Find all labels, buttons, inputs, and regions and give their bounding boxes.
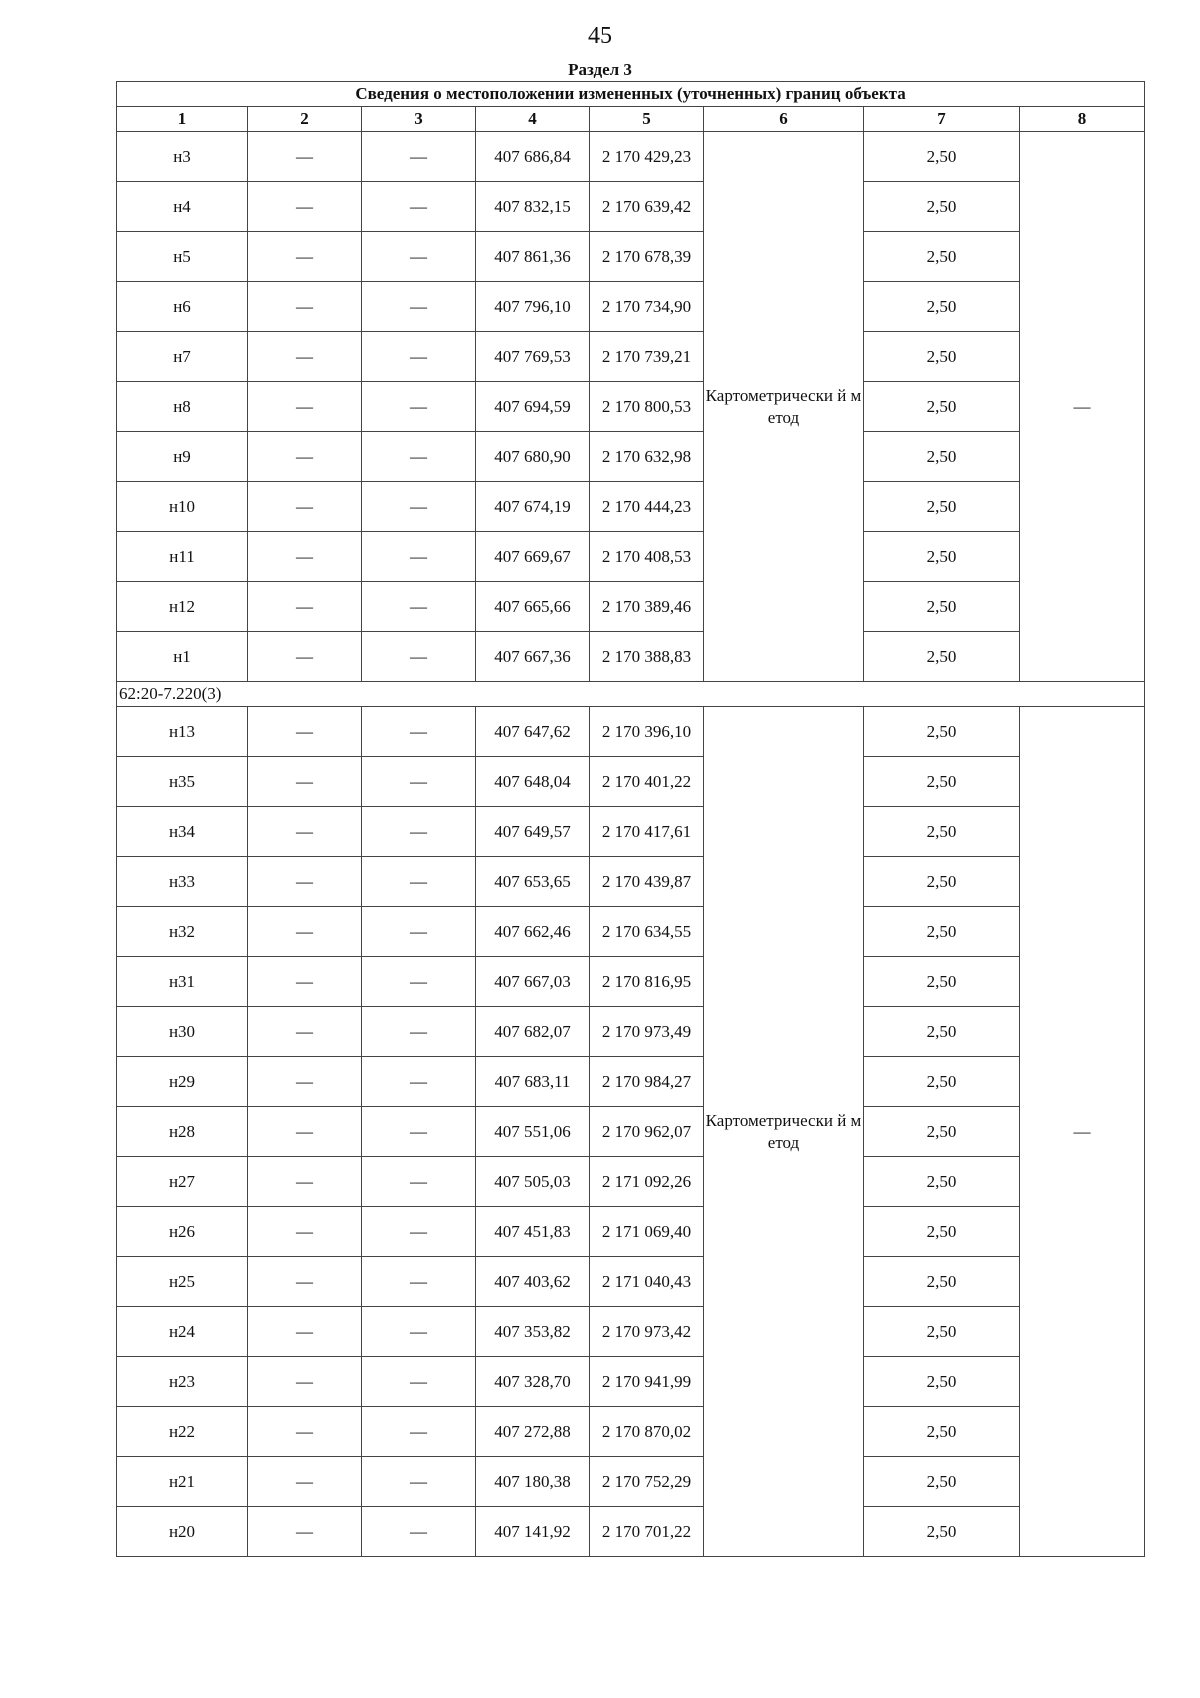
table-row [117, 907, 1145, 957]
x-coordinate: 407 353,82 [476, 1307, 590, 1357]
x-coordinate: 407 141,92 [476, 1507, 590, 1557]
y-coordinate: 2 170 389,46 [590, 582, 704, 632]
x-coordinate: 407 680,90 [476, 432, 590, 482]
point-name: н10 [117, 482, 248, 532]
subsection-row [117, 682, 1145, 707]
x-coordinate: 407 551,06 [476, 1107, 590, 1157]
point-name: н12 [117, 582, 248, 632]
table-row [117, 632, 1145, 682]
point-name: н20 [117, 1507, 248, 1557]
y-coordinate: 2 170 401,22 [590, 757, 704, 807]
x-coordinate: 407 403,62 [476, 1257, 590, 1307]
x-coordinate: 407 686,84 [476, 132, 590, 182]
column-2-value: — [248, 1207, 362, 1257]
point-name: н5 [117, 232, 248, 282]
accuracy-value: 2,50 [864, 1207, 1020, 1257]
x-coordinate: 407 667,36 [476, 632, 590, 682]
column-3-value: — [362, 482, 476, 532]
table-row [117, 432, 1145, 482]
accuracy-value: 2,50 [864, 582, 1020, 632]
column-2-value: — [248, 1107, 362, 1157]
x-coordinate: 407 694,59 [476, 382, 590, 432]
column-2-value: — [248, 857, 362, 907]
point-name: н1 [117, 632, 248, 682]
column-3-value: — [362, 1457, 476, 1507]
column-number-3: 3 [362, 107, 476, 132]
point-name: н34 [117, 807, 248, 857]
table-row [117, 807, 1145, 857]
table-row [117, 1007, 1145, 1057]
x-coordinate: 407 451,83 [476, 1207, 590, 1257]
column-number-row [117, 107, 1145, 132]
accuracy-value: 2,50 [864, 957, 1020, 1007]
table-row [117, 232, 1145, 282]
y-coordinate: 2 170 634,55 [590, 907, 704, 957]
table-row [117, 132, 1145, 182]
point-name: н31 [117, 957, 248, 1007]
accuracy-value: 2,50 [864, 1007, 1020, 1057]
y-coordinate: 2 170 973,42 [590, 1307, 704, 1357]
accuracy-value: 2,50 [864, 432, 1020, 482]
column-3-value: — [362, 1257, 476, 1307]
column-2-value: — [248, 957, 362, 1007]
table-row [117, 532, 1145, 582]
column-3-value: — [362, 1157, 476, 1207]
y-coordinate: 2 170 396,10 [590, 707, 704, 757]
point-name: н8 [117, 382, 248, 432]
y-coordinate: 2 171 069,40 [590, 1207, 704, 1257]
column-8-value: — [1020, 132, 1145, 682]
x-coordinate: 407 649,57 [476, 807, 590, 857]
y-coordinate: 2 170 984,27 [590, 1057, 704, 1107]
point-name: н27 [117, 1157, 248, 1207]
column-3-value: — [362, 807, 476, 857]
y-coordinate: 2 170 388,83 [590, 632, 704, 682]
column-3-value: — [362, 132, 476, 182]
accuracy-value: 2,50 [864, 757, 1020, 807]
x-coordinate: 407 647,62 [476, 707, 590, 757]
column-2-value: — [248, 1307, 362, 1357]
column-2-value: — [248, 1257, 362, 1307]
table-row [117, 1307, 1145, 1357]
point-name: н28 [117, 1107, 248, 1157]
point-name: н35 [117, 757, 248, 807]
accuracy-value: 2,50 [864, 907, 1020, 957]
y-coordinate: 2 170 962,07 [590, 1107, 704, 1157]
y-coordinate: 2 170 678,39 [590, 232, 704, 282]
y-coordinate: 2 170 816,95 [590, 957, 704, 1007]
x-coordinate: 407 861,36 [476, 232, 590, 282]
column-3-value: — [362, 1207, 476, 1257]
column-2-value: — [248, 1507, 362, 1557]
table-caption: Сведения о местоположении измененных (уточненных) границ объекта [117, 82, 1145, 107]
accuracy-value: 2,50 [864, 332, 1020, 382]
x-coordinate: 407 662,46 [476, 907, 590, 957]
column-2-value: — [248, 282, 362, 332]
table-row [117, 332, 1145, 382]
accuracy-value: 2,50 [864, 807, 1020, 857]
column-3-value: — [362, 1357, 476, 1407]
x-coordinate: 407 665,66 [476, 582, 590, 632]
point-name: н22 [117, 1407, 248, 1457]
accuracy-value: 2,50 [864, 1257, 1020, 1307]
accuracy-value: 2,50 [864, 232, 1020, 282]
boundary-coordinates-table [116, 81, 1145, 1557]
point-name: н11 [117, 532, 248, 582]
table-row [117, 1357, 1145, 1407]
point-name: н6 [117, 282, 248, 332]
table-row [117, 1207, 1145, 1257]
point-name: н9 [117, 432, 248, 482]
point-name: н29 [117, 1057, 248, 1107]
table-row [117, 707, 1145, 757]
column-number-4: 4 [476, 107, 590, 132]
column-2-value: — [248, 582, 362, 632]
point-name: н24 [117, 1307, 248, 1357]
column-2-value: — [248, 807, 362, 857]
column-8-value: — [1020, 707, 1145, 1557]
accuracy-value: 2,50 [864, 482, 1020, 532]
point-name: н32 [117, 907, 248, 957]
table-row [117, 582, 1145, 632]
x-coordinate: 407 674,19 [476, 482, 590, 532]
column-3-value: — [362, 757, 476, 807]
column-3-value: — [362, 1507, 476, 1557]
y-coordinate: 2 170 417,61 [590, 807, 704, 857]
point-name: н4 [117, 182, 248, 232]
accuracy-value: 2,50 [864, 1057, 1020, 1107]
column-3-value: — [362, 382, 476, 432]
method-cell: Картометрически й метод [704, 132, 864, 682]
point-name: н26 [117, 1207, 248, 1257]
column-2-value: — [248, 1007, 362, 1057]
column-2-value: — [248, 632, 362, 682]
page-number: 45 [588, 23, 612, 49]
column-2-value: — [248, 132, 362, 182]
table-row [117, 382, 1145, 432]
accuracy-value: 2,50 [864, 857, 1020, 907]
column-number-7: 7 [864, 107, 1020, 132]
x-coordinate: 407 328,70 [476, 1357, 590, 1407]
column-3-value: — [362, 1007, 476, 1057]
y-coordinate: 2 170 800,53 [590, 382, 704, 432]
column-2-value: — [248, 482, 362, 532]
y-coordinate: 2 170 444,23 [590, 482, 704, 532]
table-row [117, 282, 1145, 332]
table-caption-row [117, 82, 1145, 107]
column-2-value: — [248, 1457, 362, 1507]
column-number-1: 1 [117, 107, 248, 132]
column-2-value: — [248, 332, 362, 382]
column-number-6: 6 [704, 107, 864, 132]
column-2-value: — [248, 182, 362, 232]
section-title: Раздел 3 [568, 60, 632, 79]
point-name: н30 [117, 1007, 248, 1057]
table-row [117, 1057, 1145, 1107]
column-3-value: — [362, 1057, 476, 1107]
column-2-value: — [248, 1357, 362, 1407]
column-3-value: — [362, 1107, 476, 1157]
table-row [117, 957, 1145, 1007]
column-2-value: — [248, 1157, 362, 1207]
x-coordinate: 407 272,88 [476, 1407, 590, 1457]
column-3-value: — [362, 907, 476, 957]
point-name: н3 [117, 132, 248, 182]
accuracy-value: 2,50 [864, 1157, 1020, 1207]
x-coordinate: 407 180,38 [476, 1457, 590, 1507]
subsection-label: 62:20-7.220(3) [117, 682, 1145, 707]
table-row [117, 1407, 1145, 1457]
accuracy-value: 2,50 [864, 1307, 1020, 1357]
column-2-value: — [248, 1057, 362, 1107]
y-coordinate: 2 170 739,21 [590, 332, 704, 382]
y-coordinate: 2 170 870,02 [590, 1407, 704, 1457]
column-2-value: — [248, 707, 362, 757]
column-2-value: — [248, 232, 362, 282]
y-coordinate: 2 170 941,99 [590, 1357, 704, 1407]
table-row [117, 1107, 1145, 1157]
x-coordinate: 407 505,03 [476, 1157, 590, 1207]
column-3-value: — [362, 532, 476, 582]
y-coordinate: 2 170 752,29 [590, 1457, 704, 1507]
point-name: н13 [117, 707, 248, 757]
accuracy-value: 2,50 [864, 632, 1020, 682]
column-number-5: 5 [590, 107, 704, 132]
table-row [117, 482, 1145, 532]
table-row [117, 1457, 1145, 1507]
column-2-value: — [248, 432, 362, 482]
column-3-value: — [362, 582, 476, 632]
accuracy-value: 2,50 [864, 707, 1020, 757]
x-coordinate: 407 669,67 [476, 532, 590, 582]
x-coordinate: 407 832,15 [476, 182, 590, 232]
y-coordinate: 2 170 632,98 [590, 432, 704, 482]
x-coordinate: 407 769,53 [476, 332, 590, 382]
x-coordinate: 407 653,65 [476, 857, 590, 907]
y-coordinate: 2 170 701,22 [590, 1507, 704, 1557]
column-number-2: 2 [248, 107, 362, 132]
point-name: н21 [117, 1457, 248, 1507]
table-body [117, 82, 1145, 1557]
column-3-value: — [362, 707, 476, 757]
y-coordinate: 2 171 092,26 [590, 1157, 704, 1207]
x-coordinate: 407 667,03 [476, 957, 590, 1007]
accuracy-value: 2,50 [864, 1507, 1020, 1557]
point-name: н7 [117, 332, 248, 382]
x-coordinate: 407 682,07 [476, 1007, 590, 1057]
column-2-value: — [248, 1407, 362, 1457]
y-coordinate: 2 170 639,42 [590, 182, 704, 232]
accuracy-value: 2,50 [864, 282, 1020, 332]
table-row [117, 1507, 1145, 1557]
y-coordinate: 2 171 040,43 [590, 1257, 704, 1307]
column-3-value: — [362, 432, 476, 482]
y-coordinate: 2 170 973,49 [590, 1007, 704, 1057]
y-coordinate: 2 170 439,87 [590, 857, 704, 907]
column-number-8: 8 [1020, 107, 1145, 132]
accuracy-value: 2,50 [864, 382, 1020, 432]
column-3-value: — [362, 957, 476, 1007]
accuracy-value: 2,50 [864, 132, 1020, 182]
x-coordinate: 407 796,10 [476, 282, 590, 332]
column-2-value: — [248, 382, 362, 432]
table-row [117, 1157, 1145, 1207]
y-coordinate: 2 170 408,53 [590, 532, 704, 582]
column-3-value: — [362, 1307, 476, 1357]
table-row [117, 182, 1145, 232]
column-3-value: — [362, 632, 476, 682]
y-coordinate: 2 170 429,23 [590, 132, 704, 182]
point-name: н25 [117, 1257, 248, 1307]
x-coordinate: 407 648,04 [476, 757, 590, 807]
point-name: н23 [117, 1357, 248, 1407]
y-coordinate: 2 170 734,90 [590, 282, 704, 332]
column-2-value: — [248, 757, 362, 807]
point-name: н33 [117, 857, 248, 907]
table-row [117, 757, 1145, 807]
table-row [117, 857, 1145, 907]
column-3-value: — [362, 282, 476, 332]
column-3-value: — [362, 182, 476, 232]
column-3-value: — [362, 857, 476, 907]
table-row [117, 1257, 1145, 1307]
column-3-value: — [362, 1407, 476, 1457]
x-coordinate: 407 683,11 [476, 1057, 590, 1107]
method-cell: Картометрически й метод [704, 707, 864, 1557]
column-2-value: — [248, 907, 362, 957]
column-2-value: — [248, 532, 362, 582]
accuracy-value: 2,50 [864, 1457, 1020, 1507]
accuracy-value: 2,50 [864, 182, 1020, 232]
accuracy-value: 2,50 [864, 1107, 1020, 1157]
accuracy-value: 2,50 [864, 1357, 1020, 1407]
accuracy-value: 2,50 [864, 1407, 1020, 1457]
column-3-value: — [362, 332, 476, 382]
accuracy-value: 2,50 [864, 532, 1020, 582]
column-3-value: — [362, 232, 476, 282]
